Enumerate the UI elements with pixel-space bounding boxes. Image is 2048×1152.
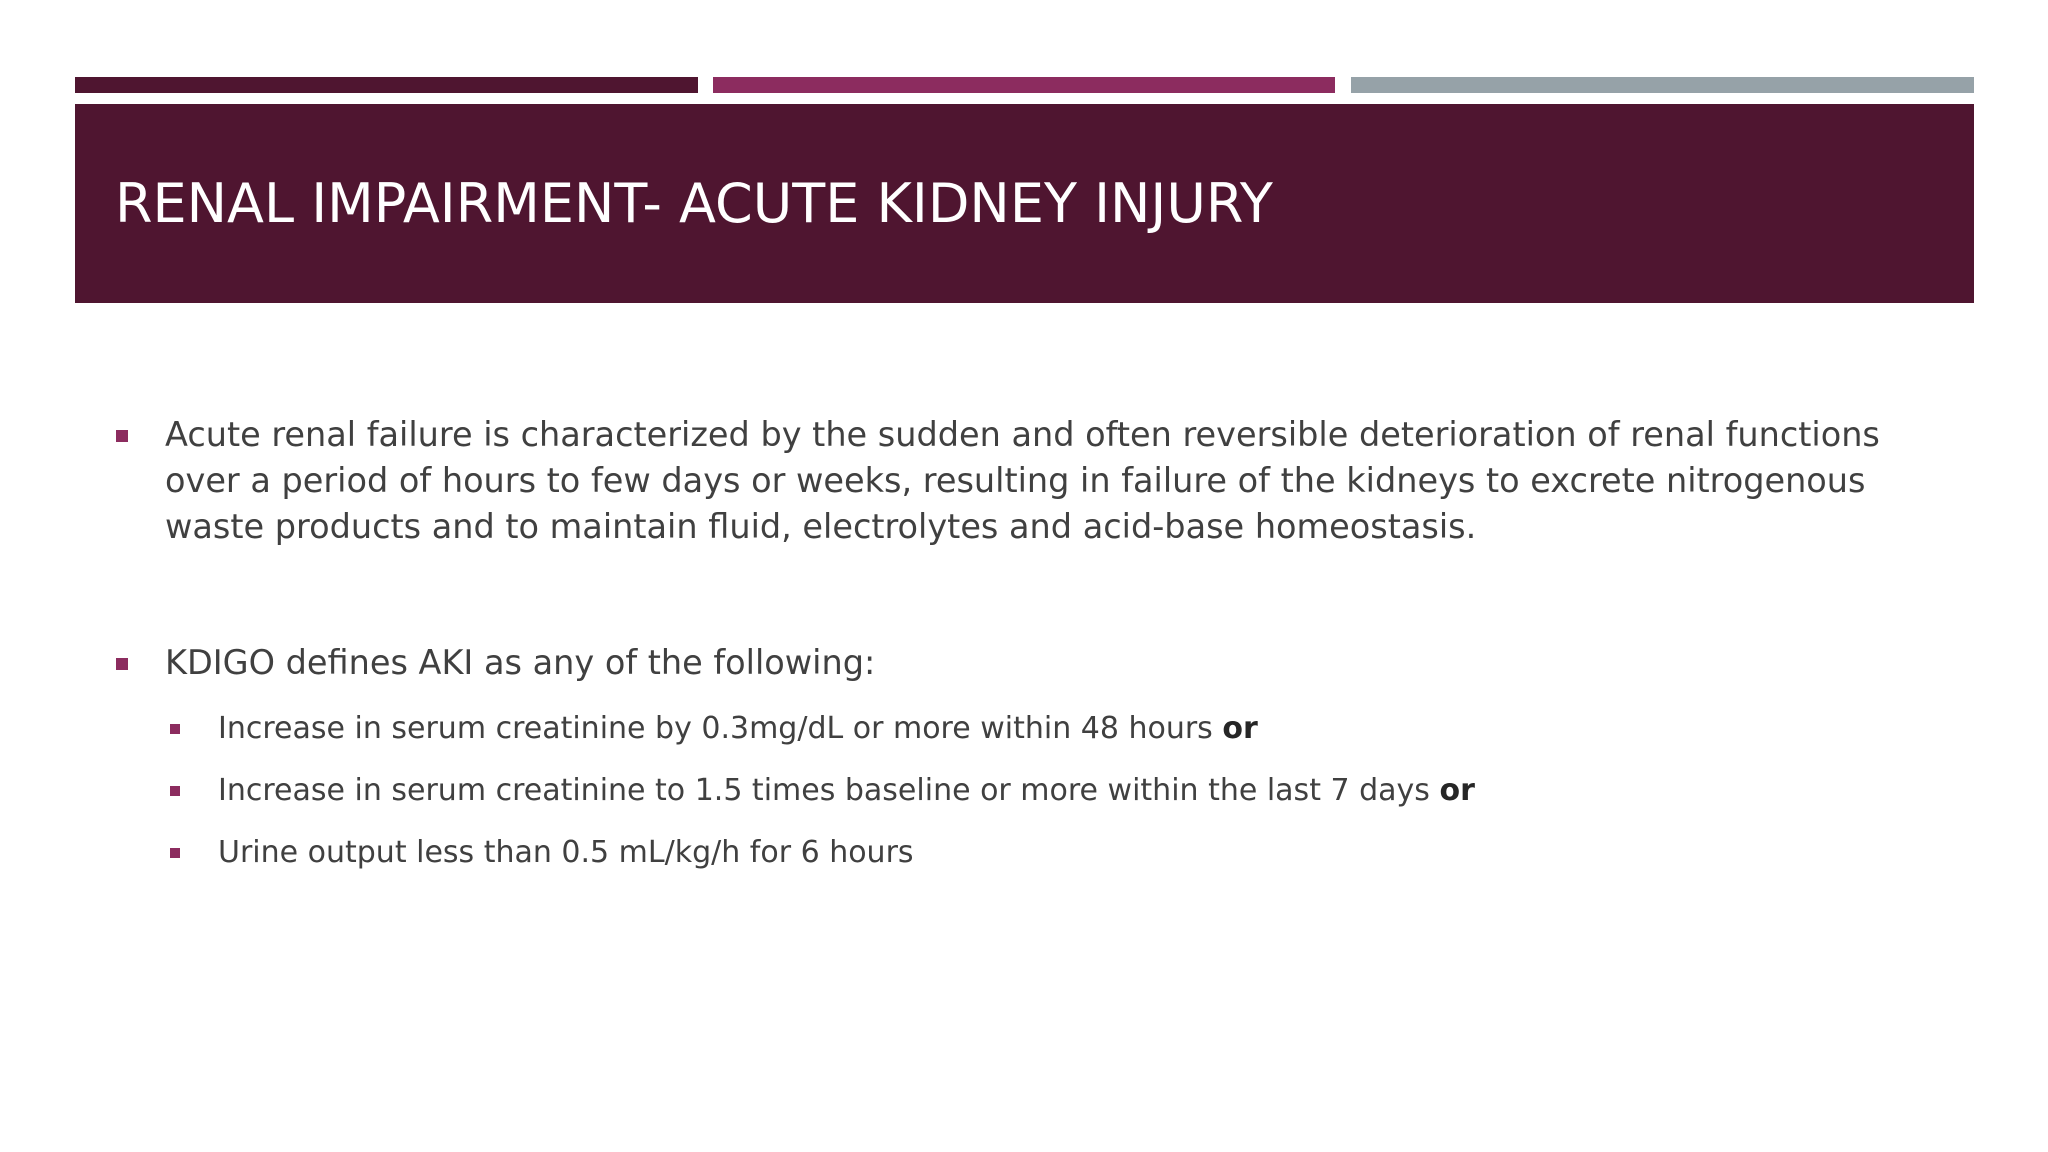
sub-bullet-text: Urine output less than 0.5 mL/kg/h for 6 hours: [218, 835, 914, 870]
sub-bullet-creatinine-48h: [218, 709, 1258, 749]
sub-bullet-or: or: [1222, 711, 1258, 746]
sub-bullet-square-icon: [170, 724, 180, 734]
sub-bullet-text: Increase in serum creatinine by 0.3mg/dL or more within 48 hours: [218, 711, 1223, 746]
accent-bar-magenta: [713, 77, 1335, 93]
bullet-text-definition: Acute renal failure is characterized by the sudden and often reversible deterioration of renal functions over a period of hours to few days or weeks, resulting in failure of the kidneys to excrete nitrogenous waste products and to maintain fluid, electrolytes and acid-base homeostasis.: [165, 415, 1880, 546]
sub-bullet-creatinine-7days: [218, 771, 1475, 811]
bullet-text-kdigo: KDIGO defines AKI as any of the following:: [165, 643, 876, 682]
sub-bullet-square-icon: [170, 786, 180, 796]
slide-title: RENAL IMPAIRMENT- ACUTE KIDNEY INJURY: [115, 172, 1273, 235]
bullet-square-icon: [116, 658, 128, 670]
accent-bar-dark: [75, 77, 698, 93]
sub-bullet-text: Increase in serum creatinine to 1.5 times baseline or more within the last 7 days: [218, 773, 1440, 808]
bullet-square-icon: [116, 430, 128, 442]
accent-bar-gray: [1351, 77, 1974, 93]
title-band: [75, 104, 1974, 303]
sub-bullet-urine-output: [218, 833, 914, 873]
sub-bullet-or: or: [1439, 773, 1475, 808]
sub-bullet-square-icon: [170, 848, 180, 858]
